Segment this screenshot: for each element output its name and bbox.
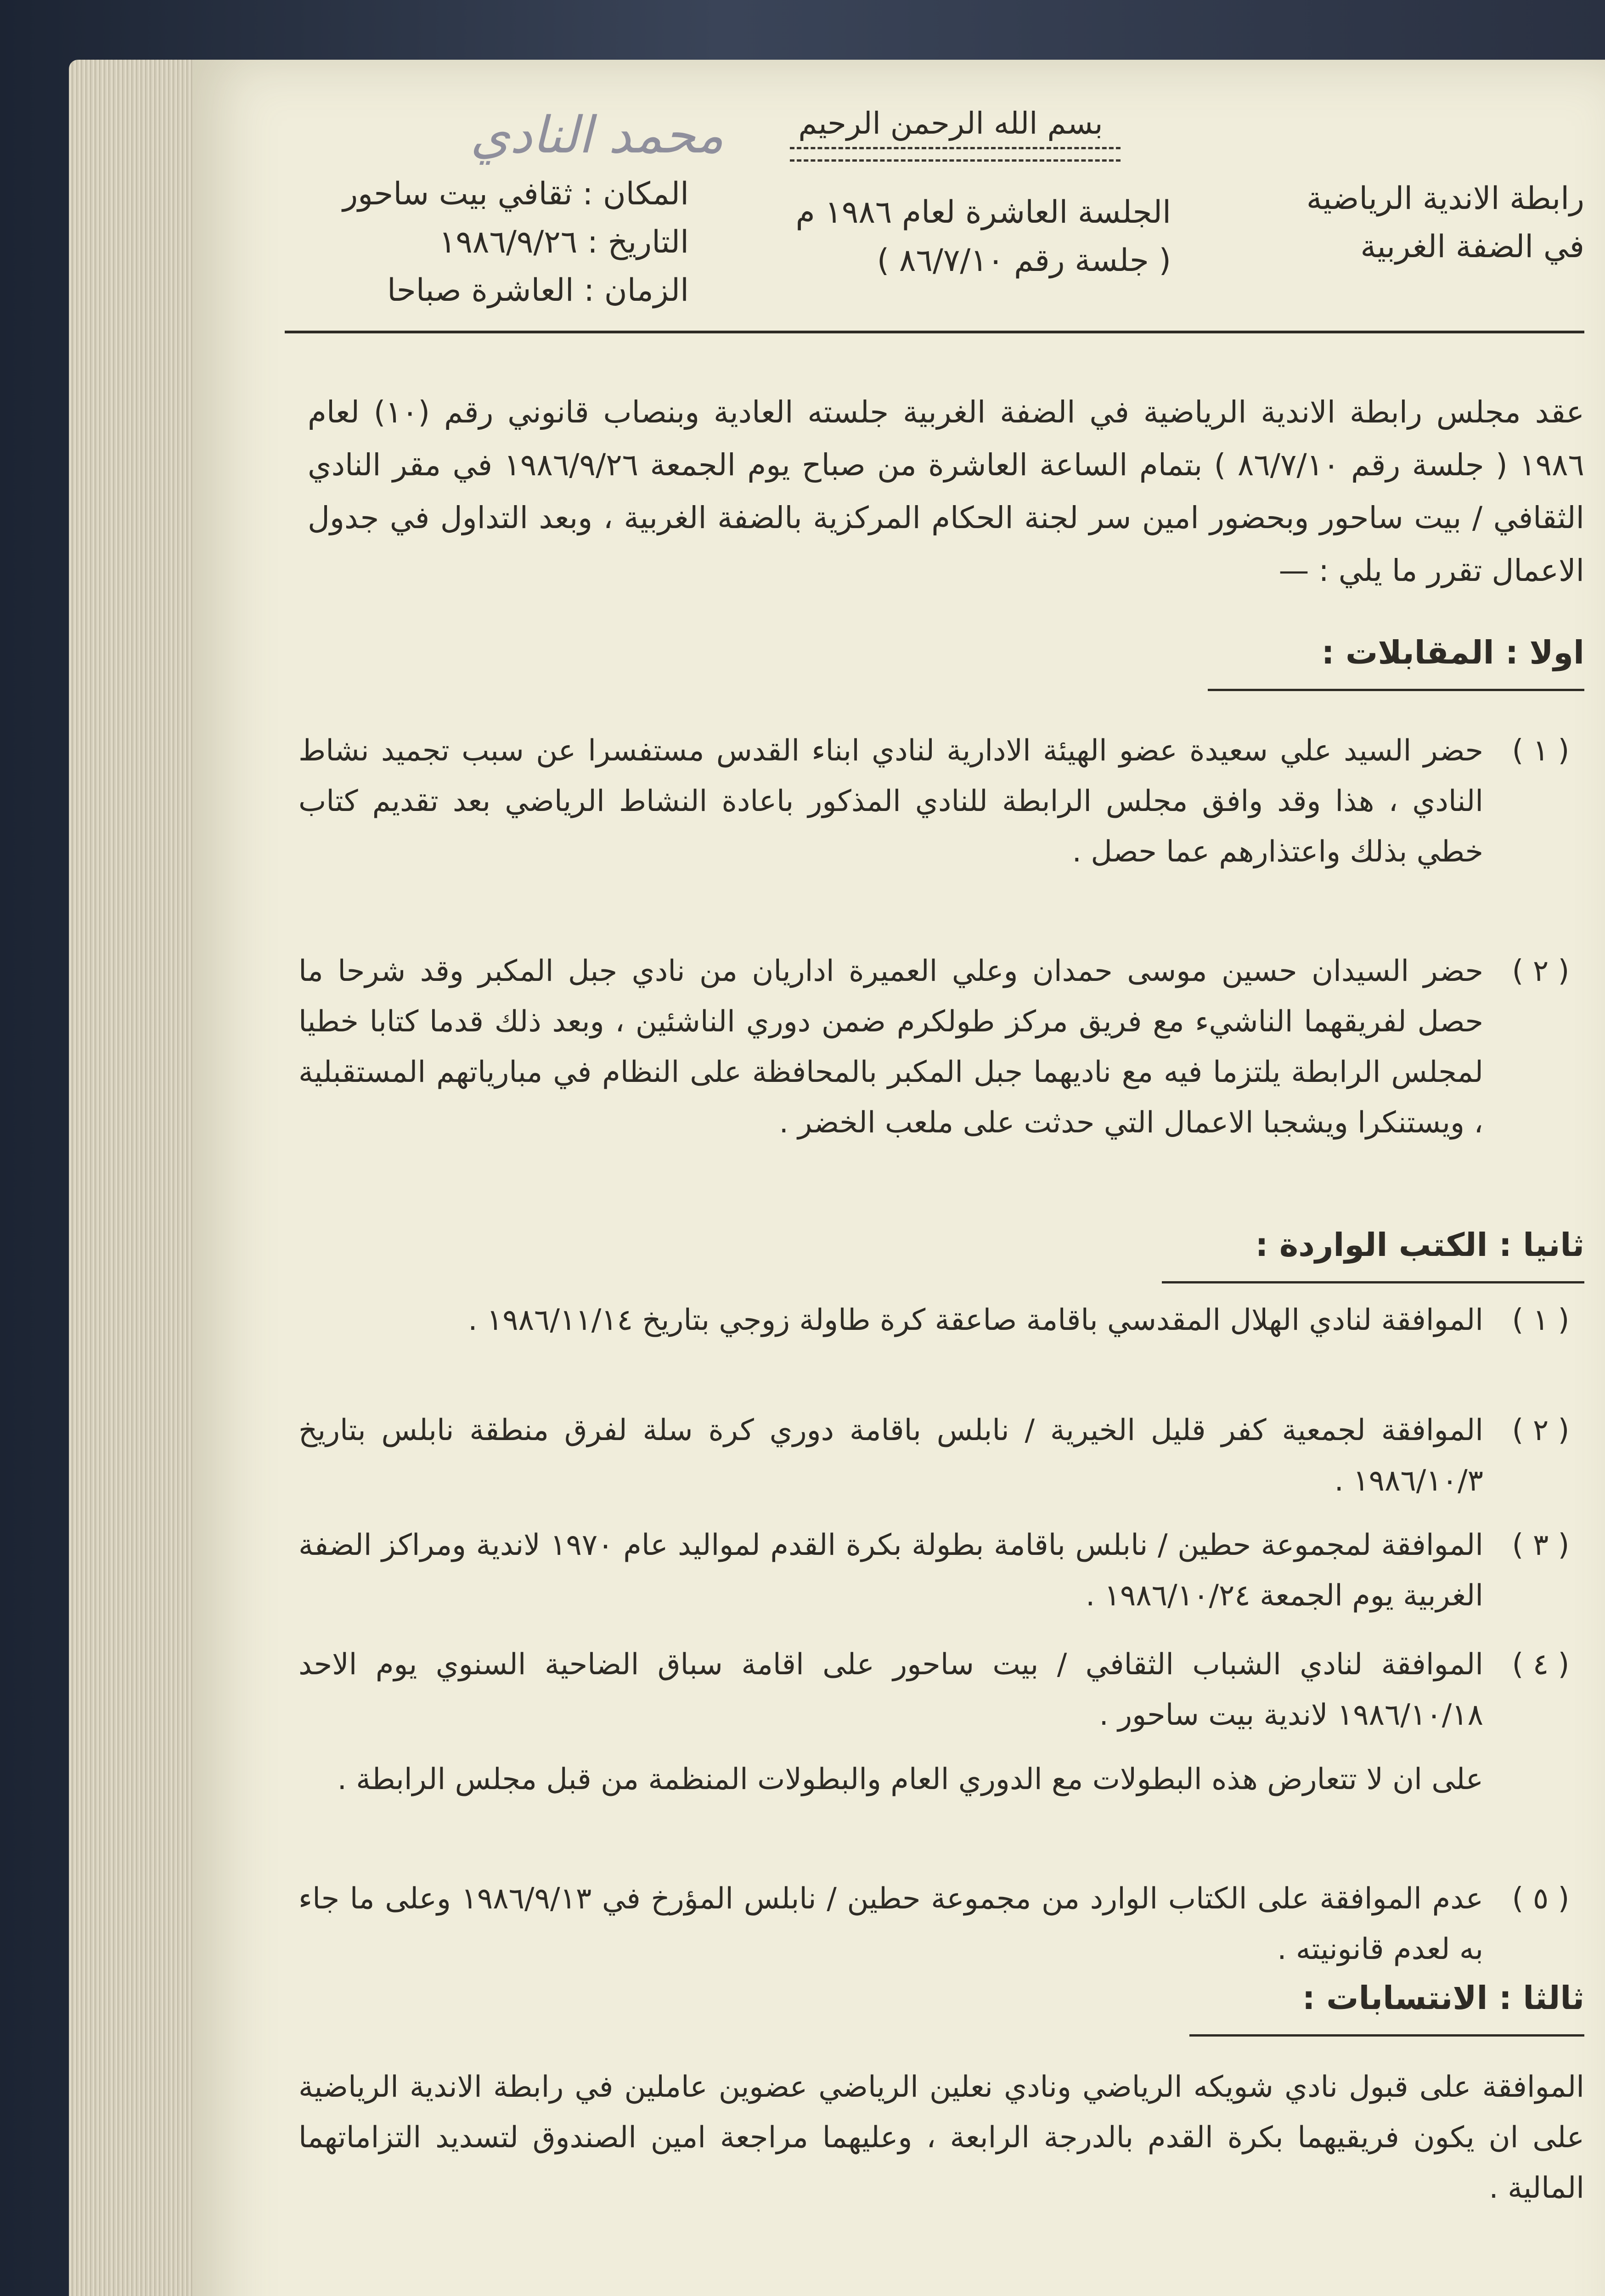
basmala: بسم الله الرحمن الرحيم — [798, 106, 1103, 141]
org-line-1: رابطة الاندية الرياضية — [1306, 180, 1584, 217]
org-line-2: في الضفة الغربية — [1360, 229, 1584, 265]
item-text: الموافقة لجمعية كفر قليل الخيرية / نابلس باقامة دوري كرة سلة لفرق منطقة نابلس بتاريخ ١٩٨٦/١٠/٣ . — [298, 1413, 1483, 1498]
section-3-title: ثالثا : الانتسابات : — [1302, 1979, 1584, 2017]
session-line-1: الجلسة العاشرة لعام ١٩٨٦ م — [795, 194, 1171, 231]
section-3-underline — [1189, 2034, 1584, 2037]
section-2-item-4 — [298, 1639, 1584, 1740]
organization-name — [1254, 174, 1584, 271]
item-text: الموافقة لنادي الهلال المقدسي باقامة صاعقة كرة طاولة زوجي بتاريخ ١٩٨٦/١١/١٤ . — [468, 1303, 1483, 1337]
section-2-item-5 — [298, 1874, 1584, 1975]
item-text: حضر السيد علي سعيدة عضو الهيئة الادارية لنادي ابناء القدس مستفسرا عن سبب تجميد نشاط النادي ، هذا وقد وافق مجلس الرابطة للنادي المذكور باعادة النشاط الرياضي بعد تقديم كتاب خطي بذلك واعتذارهم عما حصل . — [298, 734, 1483, 869]
handwritten-signature: محمد النادي — [470, 106, 724, 164]
item-text: الموافقة لمجموعة حطين / نابلس باقامة بطولة بكرة القدم لمواليد عام ١٩٧٠ لاندية ومراكز الضفة الغربية يوم الجمعة ١٩٨٦/١٠/٢٤ . — [298, 1528, 1484, 1613]
meeting-place: المكان : ثقافي بيت ساحور — [343, 176, 689, 212]
item-number: ( ٣ ) — [1512, 1528, 1570, 1562]
basmala-underline — [790, 147, 1121, 162]
section-1-title: اولا : المقابلات : — [1321, 634, 1584, 671]
item-number: ( ٢ ) — [1512, 954, 1570, 988]
header-divider — [285, 331, 1584, 333]
item-text: الموافقة لنادي الشباب الثقافي / بيت ساحور على اقامة سباق الضاحية السنوي يوم الاحد ١٩٨٦/١٠/١٨ لاندية بيت ساحور . — [298, 1648, 1483, 1732]
section-2-item-1 — [298, 1295, 1584, 1345]
section-2-note: على ان لا تتعارض هذه البطولات مع الدوري العام والبطولات المنظمة من قبل مجلس الرابطة . — [337, 1762, 1483, 1796]
session-line-2: ( جلسة رقم ٨٦/٧/١٠ ) — [877, 242, 1171, 279]
item-text: حضر السيدان حسين موسى حمدان وعلي العميرة اداريان من نادي جبل المكبر وقد شرحا ما حصل لفريقهما الناشيء مع فريق مركز طولكرم ضمن دوري الناشئين ، وبعد ذلك قدما كتابا خطيا لمجلس الرابطة يلتزما فيه مع ناديهما جبل المكبر بالمحافظة على النظام في مبارياتهم المستقبلية ، ويستنكرا ويشجبا الاعمال التي حدثت على ملعب الخضر . — [298, 954, 1483, 1140]
item-number: ( ٢ ) — [1512, 1413, 1570, 1447]
section-2-item-3 — [298, 1520, 1584, 1621]
section-2-item-2 — [298, 1405, 1584, 1506]
item-text: عدم الموافقة على الكتاب الوارد من مجموعة حطين / نابلس المؤرخ في ١٩٨٦/٩/١٣ وعلى ما جاء به لعدم قانونيته . — [298, 1882, 1484, 1966]
session-title — [666, 188, 1171, 285]
item-number: ( ٥ ) — [1512, 1882, 1570, 1916]
document-content — [285, 92, 1584, 2296]
section-1-underline — [1208, 689, 1584, 691]
meeting-date: التاريخ : ١٩٨٦/٩/٢٦ — [439, 224, 689, 260]
meeting-time: الزمان : العاشرة صباحا — [387, 272, 689, 309]
meeting-details — [276, 170, 689, 315]
page-edges — [69, 60, 207, 2296]
intro-paragraph: عقد مجلس رابطة الاندية الرياضية في الضفة الغربية جلسته العادية وبنصاب قانوني رقم (١٠) لعام ١٩٨٦ ( جلسة رقم ٨٦/٧/١٠ ) بتمام الساعة العاشرة من صباح يوم الجمعة ١٩٨٦/٩/٢٦ في مقر النادي الثقافي / بيت ساحور وبحضور امين سر لجنة الحكام المركزية بالضفة الغربية ، وبعد التداول في جدول الاعمال تقرر ما يلي : — — [308, 394, 1584, 588]
item-number: ( ٤ ) — [1512, 1648, 1570, 1682]
section-1-item-2 — [298, 946, 1584, 1148]
section-3-paragraph: الموافقة على قبول نادي شويكه الرياضي ونادي نعلين الرياضي عضوين عاملين في رابطة الاندية الرياضية على ان يكون فريقيهما بكرة القدم بالدرجة الرابعة ، وعليهما مراجعة امين الصندوق لتسديد التزاماتهما المالية . — [298, 2070, 1584, 2205]
section-2-title: ثانيا : الكتب الواردة : — [1255, 1226, 1584, 1264]
section-1-item-1 — [298, 726, 1584, 877]
item-number: ( ١ ) — [1512, 1303, 1570, 1337]
item-number: ( ١ ) — [1512, 734, 1570, 768]
section-2-underline — [1162, 1281, 1584, 1283]
